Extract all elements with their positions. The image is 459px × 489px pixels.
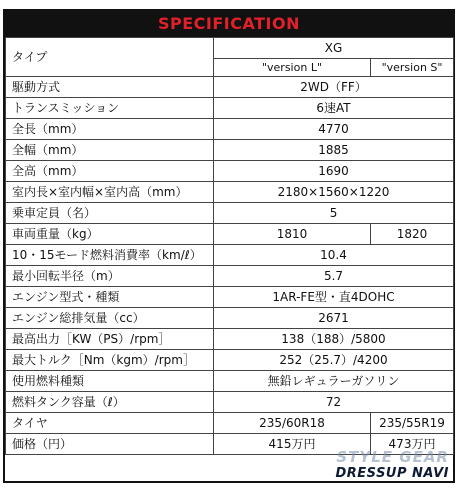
row-value: 無鉛レギュラーガソリン: [214, 371, 454, 392]
version-s-cell: "version S": [371, 59, 454, 77]
specification-panel: [3, 9, 455, 483]
row-value-version-s: 235/55R19: [371, 413, 454, 434]
row-value-version-l: 1810: [214, 224, 371, 245]
row-label: 室内長×室内幅×室内高（mm）: [6, 182, 214, 203]
row-label: 使用燃料種類: [6, 371, 214, 392]
table-row: [6, 266, 454, 287]
row-label: タイプ: [6, 38, 214, 77]
row-value: 1690: [214, 161, 454, 182]
row-label: 燃料タンク容量（ℓ）: [6, 392, 214, 413]
row-label: トランスミッション: [6, 98, 214, 119]
row-value: 6速AT: [214, 98, 454, 119]
row-label: 全長（mm）: [6, 119, 214, 140]
watermark-line2: DRESSUP NAVI: [335, 466, 449, 481]
table-row: [6, 119, 454, 140]
table-row: [6, 140, 454, 161]
table-row: [6, 413, 454, 434]
table-row: [6, 287, 454, 308]
table-row: [6, 98, 454, 119]
table-row: [6, 371, 454, 392]
table-row: [6, 77, 454, 98]
row-label: 最小回転半径（m）: [6, 266, 214, 287]
grade-cell: XG: [214, 38, 454, 59]
row-label: 10・15モード燃料消費率（km/ℓ）: [6, 245, 214, 266]
row-label: 駆動方式: [6, 77, 214, 98]
row-value: 2WD（FF）: [214, 77, 454, 98]
row-label: エンジン型式・種類: [6, 287, 214, 308]
row-value-version-l: 235/60R18: [214, 413, 371, 434]
table-row: [6, 224, 454, 245]
row-value-version-s: 473万円: [371, 434, 454, 455]
table-row: [6, 392, 454, 413]
table-row: [6, 350, 454, 371]
row-label: エンジン総排気量（cc）: [6, 308, 214, 329]
table-row: [6, 245, 454, 266]
row-value: 138（188）/5800: [214, 329, 454, 350]
table-row: [6, 434, 454, 455]
row-value: 252（25.7）/4200: [214, 350, 454, 371]
row-label: タイヤ: [6, 413, 214, 434]
watermark-line1: STYLE GEAR: [336, 448, 449, 466]
row-value: 1885: [214, 140, 454, 161]
row-value: 2671: [214, 308, 454, 329]
row-value: 2180×1560×1220: [214, 182, 454, 203]
row-value-version-s: 1820: [371, 224, 454, 245]
row-label: 車両重量（kg）: [6, 224, 214, 245]
table-row: [6, 203, 454, 224]
row-label: 全高（mm）: [6, 161, 214, 182]
table-row: [6, 308, 454, 329]
row-label: 価格（円）: [6, 434, 214, 455]
specification-title: SPECIFICATION: [5, 11, 453, 37]
table-row: [6, 161, 454, 182]
row-value: 1AR-FE型・直4DOHC: [214, 287, 454, 308]
row-label: 最大トルク［Nm（kgm）/rpm］: [6, 350, 214, 371]
row-label: 最高出力［KW（PS）/rpm］: [6, 329, 214, 350]
row-value: 5.7: [214, 266, 454, 287]
row-value: 72: [214, 392, 454, 413]
specification-table: [5, 37, 454, 455]
row-label: 乗車定員（名）: [6, 203, 214, 224]
version-l-cell: "version L": [214, 59, 371, 77]
row-label: 全幅（mm）: [6, 140, 214, 161]
row-value: 10.4: [214, 245, 454, 266]
table-row-type: [6, 38, 454, 59]
table-row: [6, 182, 454, 203]
row-value: 5: [214, 203, 454, 224]
row-value: 4770: [214, 119, 454, 140]
table-row: [6, 329, 454, 350]
row-value-version-l: 415万円: [214, 434, 371, 455]
